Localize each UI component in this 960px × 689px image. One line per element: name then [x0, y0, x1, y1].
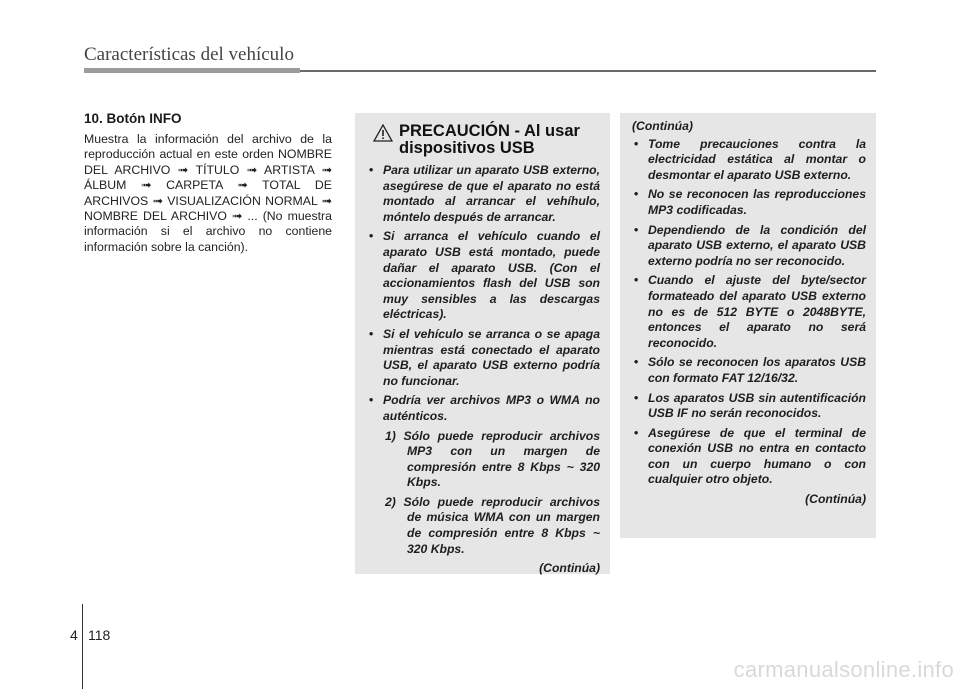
continued-item: • Tome precauciones contra la electricidad estática al montar o desmontar el aparato USB externo. [632, 137, 866, 184]
continued-list [632, 137, 866, 488]
continued-item: • Cuando el ajuste del byte/sector formateado del aparato USB externo no es de 512 BYTE o 2048BYTE, entonces el aparato no será reconocido. [632, 273, 866, 351]
continued-item: • Asegúrese de que el terminal de conexión USB no entra en contacto con un cuerpo humano o con cualquier otro objeto. [632, 426, 866, 488]
chapter-number: 4 [70, 627, 78, 643]
info-button-section [84, 111, 332, 255]
caution-title-line1: PRECAUCIÓN - Al usar [399, 122, 580, 140]
continua-label: (Continúa) [539, 561, 600, 576]
continua-label-bottom: (Continúa) [805, 492, 866, 507]
page-number: 118 [88, 627, 111, 643]
caution-item: • Podría ver archivos MP3 o WMA no auténticos. [367, 393, 600, 424]
continued-box [620, 113, 876, 538]
header-rule-accent [84, 68, 300, 73]
caution-title-line2: dispositivos USB [399, 139, 535, 157]
footer-rule [82, 604, 83, 689]
caution-list [367, 163, 600, 425]
section-body: Muestra la información del archivo de la reproducción actual en este orden NOMBRE DEL ARCHIVO ➟ TÍTULO ➟ ARTISTA ➟ ÁLBUM ➟ CARPETA ➟ TOTAL DE ARCHIVOS ➟ VISUALIZACIÓN NORMAL ➟ NOMBRE DEL ARCHIVO ➟ ... (No muestra información si el archivo no contiene información sobre la canción). [84, 132, 332, 254]
section-heading: 10. Botón INFO [84, 111, 182, 126]
caution-item: • Si el vehículo se arranca o se apaga mientras está conectado el aparato USB, el aparato USB externo podría no funcionar. [367, 327, 600, 389]
watermark: carmanualsonline.info [733, 657, 954, 682]
caution-subitem: 1) Sólo puede reproducir archivos MP3 con un margen de compresión entre 8 Kbps ~ 320 Kbps. [385, 428, 600, 490]
continua-label-top: (Continúa) [632, 119, 693, 133]
caution-box [355, 113, 610, 574]
header-title: Características del vehículo [84, 44, 294, 65]
caution-item: • Para utilizar un aparato USB externo, asegúrese de que el aparato no está montado al arrancar el vehíhulo, móntelo después de arrancar. [367, 163, 600, 225]
continued-item: • Dependiendo de la condición del aparato USB externo, el aparato USB externo podría no ser reconocido. [632, 223, 866, 270]
caution-item: • Si arranca el vehículo cuando el aparato USB está montado, puede dañar el aparato USB. (Con el accionamientos flash del USB son muy sensibles a las descargas eléctricas). [367, 229, 600, 323]
caution-header [367, 123, 600, 157]
continued-item: • Los aparatos USB sin autentificación USB IF no serán reconocidos. [632, 391, 866, 422]
warning-triangle-icon [373, 124, 393, 142]
continued-item: • Sólo se reconocen los aparatos USB con formato FAT 12/16/32. [632, 355, 866, 386]
caution-subitem: 2) Sólo puede reproducir archivos de música WMA con un margen de compresión entre 8 Kbps ~ 320 Kbps. [385, 494, 600, 556]
continued-item: • No se reconocen las reproducciones MP3 codificadas. [632, 187, 866, 218]
